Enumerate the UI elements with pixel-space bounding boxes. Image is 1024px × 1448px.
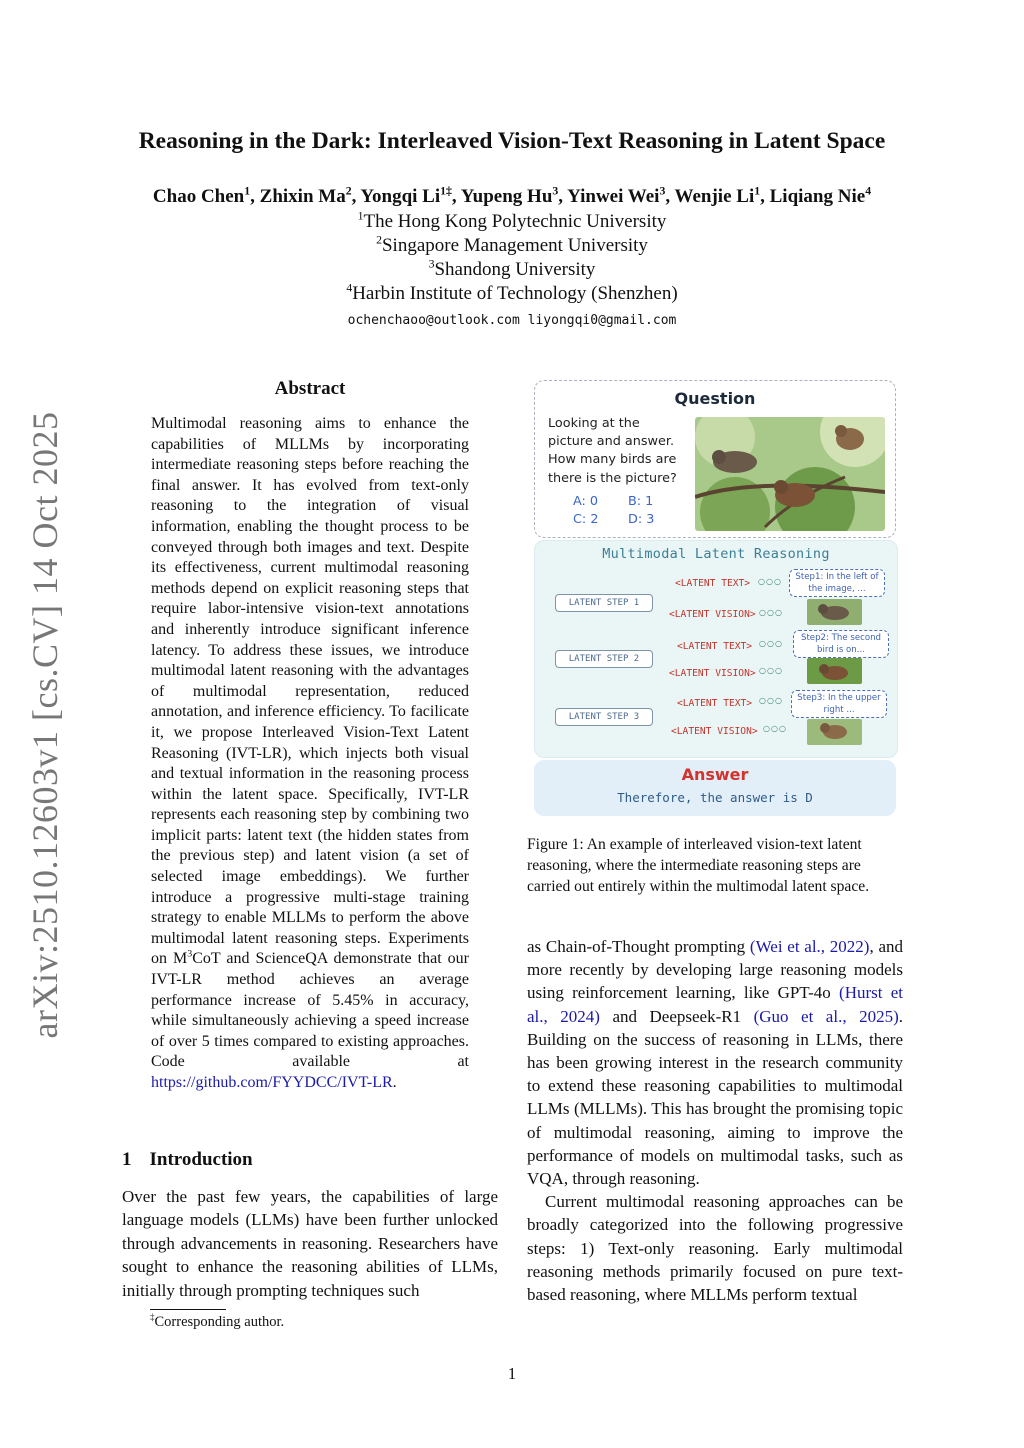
- page-number: 1: [507, 1364, 517, 1383]
- author: Wenjie Li$^1$: [674, 184, 761, 207]
- question-panel: [534, 380, 896, 538]
- bird-thumbnail: [807, 599, 862, 625]
- affiliation: $^3$Shandong University: [428, 257, 596, 280]
- latent-text-token: <LATENT TEXT>: [675, 578, 751, 589]
- affiliation: $^4$Harbin Institute of Technology (Shenzhen): [346, 281, 678, 304]
- answer-options: [573, 493, 683, 528]
- step-note: Step1: In the left of the image, ...: [789, 569, 885, 597]
- bubbles-icon: ○○○: [759, 608, 783, 617]
- citation-link[interactable]: (Guo et al., 2025): [753, 1006, 899, 1026]
- footnote-divider: [150, 1309, 226, 1310]
- bubbles-icon: ○○○: [763, 724, 787, 733]
- latent-reasoning-panel: [534, 540, 898, 758]
- latent-vision-token: <LATENT VISION>: [669, 668, 756, 679]
- bubbles-icon: ○○○: [758, 577, 782, 586]
- author: Yupeng Hu$^3$: [460, 184, 559, 207]
- author: Liqiang Nie$^4$: [769, 184, 872, 207]
- abstract-text: Multimodal reasoning aims to enhance the capabilities of MLLMs by incorporating intermediate reasoning steps before reaching the final answer. It has evolved from text-only reasoning to the integration of visual information, enabling the thought process to be conveyed through both images and text. Despite its effectiveness, current multimodal reasoning methods depend on explicit reasoning steps that require labor-intensive vision-text annotations and inherently introduce significant inference latency. To address these issues, we introduce multimodal latent reasoning with the advantages of multimodal representation, reduced annotation, and inference efficiency. To facilicate it, we propose Interleaved Vision-Text Latent Reasoning (IVT-LR), which injects both visual and textual information in the reasoning process within the latent space. Specifically, IVT-LR represents each reasoning step by combining two implicit parts: latent text (the hidden states from the previous step) and latent vision (a set of selected image embeddings). We further introduce a progressive multi-stage training strategy to enable MLLMs to perform the above multimodal latent reasoning steps. Experiments on $M^3CoT$ and ScienceQA demonstrate that our IVT-LR method achieves an average performance increase of 5.45% in accuracy, while simultaneously achieving a speed increase of over 5 times compared to existing approaches. Code available at https://github.com/FYYDCC/IVT-LR.: [151, 415, 470, 1091]
- question-title: Question: [674, 389, 756, 408]
- bubbles-icon: ○○○: [759, 666, 783, 675]
- affiliation: $^1$The Hong Kong Polytechnic University: [357, 209, 667, 232]
- paragraph: Current multimodal reasoning approaches can be broadly categorized into the following progressive steps: 1) Text-only reasoning. Early multimodal reasoning methods primarily focused on pure text-based reasoning, where MLLMs perform textual: [527, 1192, 903, 1305]
- latent-step-label: LATENT STEP 3: [555, 708, 653, 726]
- section-heading: 1 Introduction: [122, 1149, 253, 1170]
- author: Chao Chen$^1$: [152, 184, 251, 207]
- latent-text-token: <LATENT TEXT>: [677, 641, 753, 652]
- answer-text: Therefore, the answer is D: [617, 790, 813, 805]
- paper-title: Reasoning in the Dark: Interleaved Vision-Text Reasoning in Latent Space: [138, 128, 886, 154]
- figure-1: [534, 380, 898, 820]
- answer-title: Answer: [681, 765, 749, 784]
- latent-text-token: <LATENT TEXT>: [677, 698, 753, 709]
- latent-step-label: LATENT STEP 1: [555, 594, 653, 612]
- author-list: Chao Chen$^1$, Zhixin Ma$^2$, Yongqi $Li^{1\ddagger}$, Yupeng Hu$^3$, Yinwei Wei$^3$, Wenjie Li$^1$, Liqiang Nie$^4$: [152, 184, 872, 207]
- bird-thumbnail: [807, 719, 862, 745]
- bubbles-icon: ○○○: [759, 639, 783, 648]
- author: Zhixin Ma$^2$: [259, 184, 352, 207]
- footnote: ‡Corresponding author.: [150, 1312, 285, 1330]
- option: D: 3: [628, 511, 655, 527]
- bubbles-icon: ○○○: [759, 696, 783, 705]
- intro-paragraph: Over the past few years, the capabilities of large language models (LLMs) have been further unlocked through advancements in reasoning. Researchers have sought to enhance the reasoning abilities of LLMs, initially through prompting techniques such: [122, 1187, 498, 1300]
- latent-step-label: LATENT STEP 2: [555, 650, 653, 668]
- step-note: Step2: The second bird is on...: [793, 630, 889, 658]
- option: A: 0: [573, 494, 599, 509]
- citation-link[interactable]: (Hurst et al., 2024): [527, 983, 903, 1026]
- bird-thumbnail: [807, 658, 862, 684]
- latent-vision-token: <LATENT VISION>: [669, 609, 756, 620]
- latent-vision-token: <LATENT VISION>: [671, 726, 758, 737]
- answer-panel: [534, 760, 896, 816]
- author-emails: ochenchaoo@outlook.com liyongqi0@gmail.com: [347, 313, 677, 328]
- latent-reasoning-title: Multimodal Latent Reasoning: [602, 546, 830, 562]
- citation-link[interactable]: (Wei et al., 2022): [749, 937, 870, 956]
- birds-photo: [695, 417, 885, 531]
- abstract-heading: Abstract: [274, 378, 346, 399]
- figure-caption: Figure 1: An example of interleaved vision-text latent reasoning, where the intermediate reasoning steps are carried out entirely within the multimodal latent space.: [527, 836, 870, 895]
- step-note: Step3: In the upper right ...: [791, 690, 887, 718]
- author: Yinwei Wei$^3$: [567, 184, 666, 207]
- option: C: 2: [573, 511, 599, 527]
- question-text: Looking at the picture and answer. How many birds are there is the picture?: [548, 416, 677, 486]
- arxiv-identifier: arXiv:2510.12603v1 [cs.CV] 14 Oct 2025: [25, 411, 65, 1039]
- author: Yongqi $Li^{1\ddagger}$: [360, 184, 452, 207]
- code-link[interactable]: https://github.com/FYYDCC/IVT-LR: [151, 1074, 393, 1091]
- option: B: 1: [628, 494, 654, 509]
- right-column-text: as Chain-of-Thought prompting (Wei et al., 2022), and more recently by developing large reasoning models using reinforcement learning, like GPT-4o (Hurst et al., 2024) and Deepseek-R1 (Guo et al., 2025). Building on the success of reasoning in LLMs, there has been growing interest in the research community to extend these reasoning capabilities to multimodal LLMs (MLLMs). This has brought the promising topic of multimodal reasoning, aiming to improve the performance of models on multimodal tasks, such as VQA, through reasoning. Current multimodal reasoning approaches can be broadly categorized into the following progressive steps: 1) Text-only reasoning. Early multimodal reasoning methods primarily focused on pure text-based reasoning, where MLLMs perform textual: [527, 935, 903, 1306]
- affiliation: $^2$Singapore Management University: [376, 233, 648, 256]
